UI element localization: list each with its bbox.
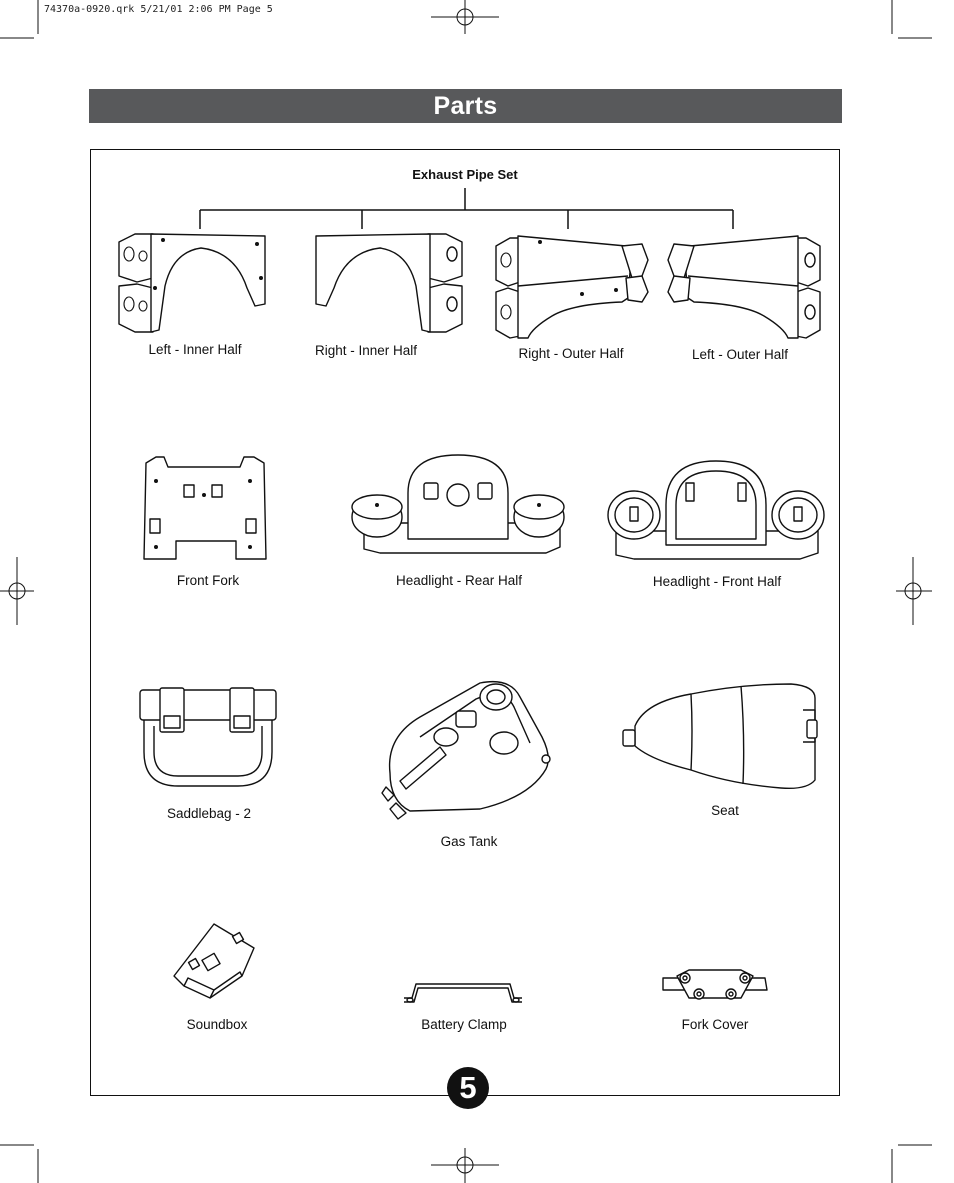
print-slug: 74370a-0920.qrk 5/21/01 2:06 PM Page 5 [44,4,273,15]
seat-icon [621,680,821,792]
gas-tank-icon [380,677,560,823]
exhaust-right-inner-label: Right - Inner Half [314,343,418,358]
battery-clamp-label: Battery Clamp [421,1017,507,1032]
soundbox-label: Soundbox [186,1017,248,1032]
soundbox-icon [170,920,260,1002]
seat-label: Seat [711,803,739,818]
exhaust-bracket [0,0,954,240]
battery-clamp-icon [400,980,526,1006]
exhaust-right-outer-label: Right - Outer Half [518,346,624,361]
exhaust-left-inner-icon [115,228,275,336]
fork-cover-label: Fork Cover [681,1017,749,1032]
exhaust-group-label: Exhaust Pipe Set [412,167,518,182]
headlight-rear-label: Headlight - Rear Half [395,573,523,588]
exhaust-right-inner-icon [306,228,466,336]
headlight-front-label: Headlight - Front Half [652,574,782,589]
exhaust-left-outer-label: Left - Outer Half [691,347,789,362]
fork-cover-icon [661,968,769,1006]
exhaust-right-outer-icon [492,232,652,342]
page-title: Parts [89,89,842,123]
front-fork-icon [140,455,272,563]
saddlebag-label: Saddlebag - 2 [166,806,252,821]
saddlebag-icon [138,686,278,790]
gas-tank-label: Gas Tank [440,834,498,849]
exhaust-left-outer-icon [664,232,824,342]
exhaust-left-inner-label: Left - Inner Half [148,342,242,357]
headlight-front-icon [604,459,828,563]
headlight-rear-icon [350,453,570,557]
front-fork-label: Front Fork [176,573,240,588]
page-number: 5 [447,1067,489,1109]
